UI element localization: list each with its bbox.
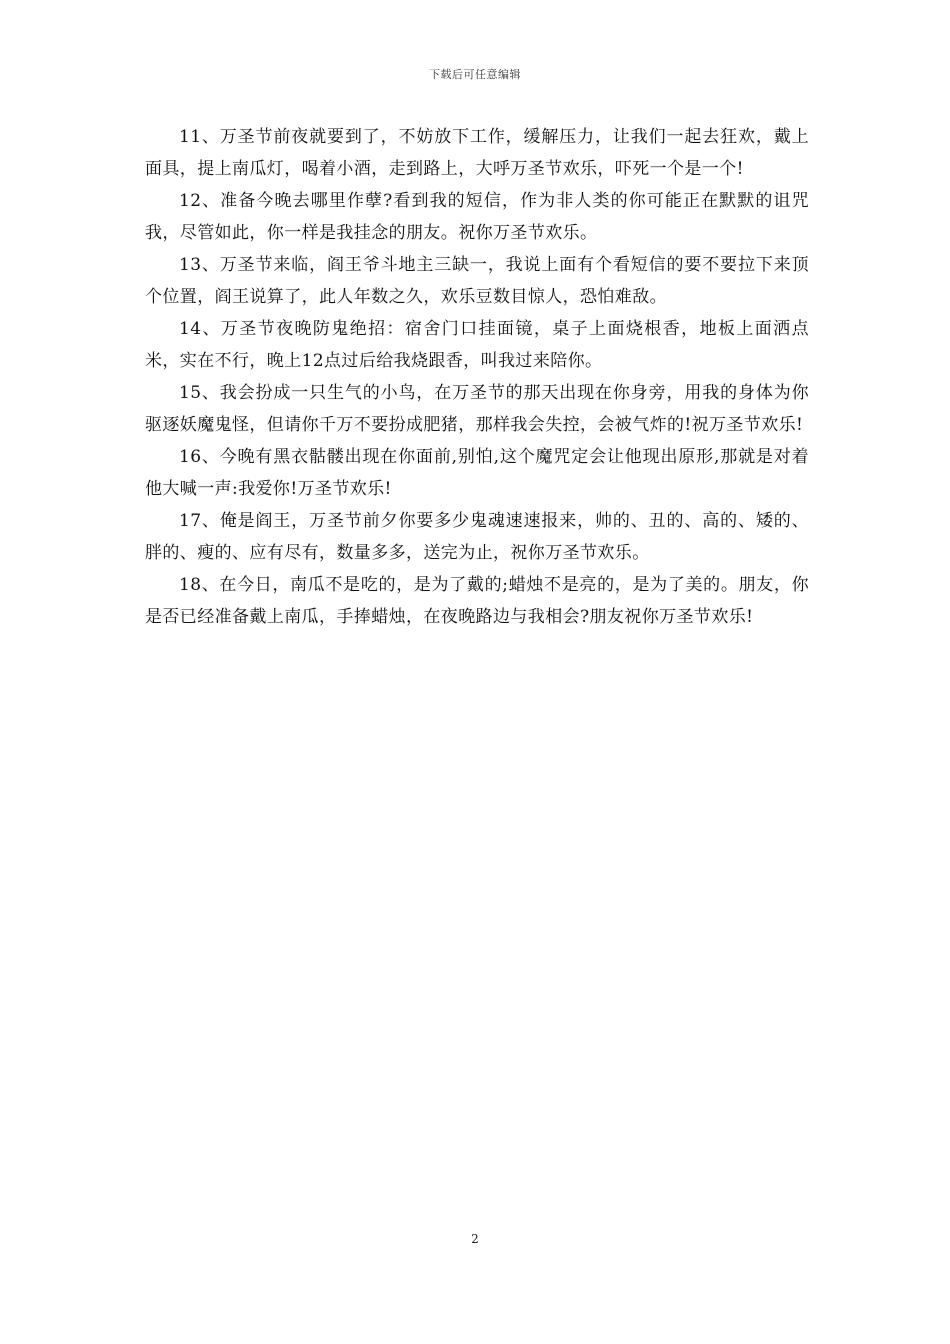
paragraph-18: 18、在今日，南瓜不是吃的，是为了戴的;蜡烛不是亮的，是为了美的。朋友，你是否已经准备戴上南瓜，手捧蜡烛，在夜晚路边与我相会?朋友祝你万圣节欢乐! — [145, 575, 809, 627]
page-number: 2 — [471, 1232, 479, 1246]
paragraph-17: 17、俺是阎王，万圣节前夕你要多少鬼魂速速报来，帅的、丑的、高的、矮的、胖的、瘦的、应有尽有，数量多多，送完为止，祝你万圣节欢乐。 — [145, 511, 809, 563]
paragraph-15: 15、我会扮成一只生气的小鸟，在万圣节的那天出现在你身旁，用我的身体为你驱逐妖魔鬼怪，但请你千万不要扮成肥猪，那样我会失控，会被气炸的!祝万圣节欢乐! — [145, 383, 809, 435]
paragraph-14: 14、万圣节夜晚防鬼绝招：宿舍门口挂面镜，桌子上面烧根香，地板上面洒点米，实在不行，晚上12点过后给我烧跟香，叫我过来陪你。 — [145, 319, 809, 371]
paragraph-16: 16、今晚有黑衣骷髅出现在你面前,别怕,这个魔咒定会让他现出原形,那就是对着他大喊一声:我爱你!万圣节欢乐! — [145, 447, 809, 499]
page-header: 下载后可任意编辑 — [429, 68, 521, 81]
paragraph-12: 12、准备今晚去哪里作孽?看到我的短信，作为非人类的你可能正在默默的诅咒我，尽管如此，你一样是我挂念的朋友。祝你万圣节欢乐。 — [145, 191, 809, 243]
paragraph-11: 11、万圣节前夜就要到了，不妨放下工作，缓解压力，让我们一起去狂欢，戴上面具，提上南瓜灯，喝着小酒，走到路上，大呼万圣节欢乐，吓死一个是一个! — [145, 127, 809, 179]
document-body — [145, 121, 809, 633]
paragraph-13: 13、万圣节来临，阎王爷斗地主三缺一，我说上面有个看短信的要不要拉下来顶个位置，阎王说算了，此人年数之久，欢乐豆数目惊人，恐怕难敌。 — [145, 255, 809, 307]
